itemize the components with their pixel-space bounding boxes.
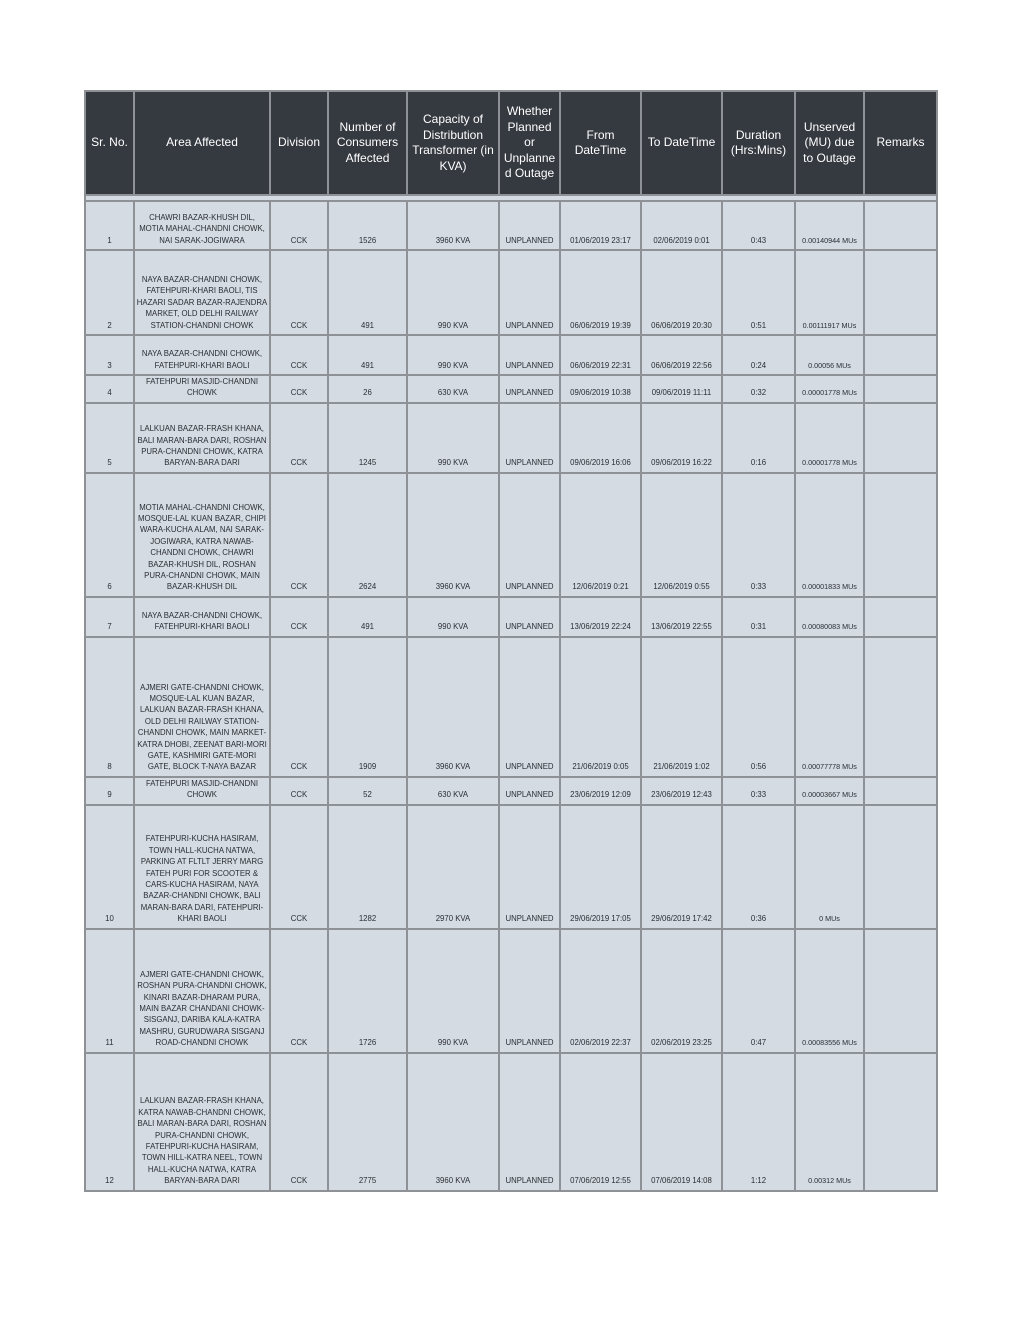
outage-report: [84, 90, 936, 1192]
cell-area-affected: NAYA BAZAR-CHANDNI CHOWK, FATEHPURI-KHARI BAOLI, TIS HAZARI SADAR BAZAR-RAJENDRA MARKET, OLD DELHI RAILWAY STATION-CHANDNI CHOWK: [134, 250, 270, 335]
header-transformer-capacity: Capacity of Distribution Transformer (in KVA): [407, 91, 499, 195]
cell-to-datetime: 09/06/2019 11:11: [641, 375, 722, 403]
cell-capacity: 990 KVA: [407, 250, 499, 335]
table-row: [85, 597, 937, 637]
cell-to-datetime: 06/06/2019 20:30: [641, 250, 722, 335]
header-to-datetime: To DateTime: [641, 91, 722, 195]
cell-unserved: 0.00003667 MUs: [795, 777, 864, 805]
table-row: [85, 805, 937, 929]
cell-outage-type: UNPLANNED: [499, 403, 560, 473]
cell-consumers: 491: [328, 250, 407, 335]
table-row: [85, 777, 937, 805]
header-row: [85, 91, 937, 195]
cell-from-datetime: 21/06/2019 0:05: [560, 637, 641, 777]
cell-area-affected: FATEHPURI-KUCHA HASIRAM, TOWN HALL-KUCHA NATWA, PARKING AT FLTLT JERRY MARG FATEH PURI FOR SCOOTER & CARS-KUCHA HASIRAM, NAYA BAZAR-CHANDNI CHOWK, BALI MARAN-BARA DARI, FATEHPURI-KHARI BAOLI: [134, 805, 270, 929]
cell-unserved: 0.00080083 MUs: [795, 597, 864, 637]
cell-remarks: [864, 805, 937, 929]
cell-consumers: 1909: [328, 637, 407, 777]
cell-from-datetime: 09/06/2019 16:06: [560, 403, 641, 473]
cell-area-affected: FATEHPURI MASJID-CHANDNI CHOWK: [134, 375, 270, 403]
cell-unserved: 0 MUs: [795, 805, 864, 929]
cell-capacity: 2970 KVA: [407, 805, 499, 929]
cell-consumers: 52: [328, 777, 407, 805]
cell-to-datetime: 12/06/2019 0:55: [641, 473, 722, 597]
cell-from-datetime: 07/06/2019 12:55: [560, 1053, 641, 1191]
table-row: [85, 403, 937, 473]
cell-consumers: 1245: [328, 403, 407, 473]
cell-from-datetime: 06/06/2019 22:31: [560, 335, 641, 375]
outage-table: [84, 90, 938, 1192]
table-row: [85, 250, 937, 335]
cell-outage-type: UNPLANNED: [499, 473, 560, 597]
table-row: [85, 637, 937, 777]
cell-duration: 0:56: [722, 637, 795, 777]
cell-consumers: 491: [328, 335, 407, 375]
cell-capacity: 990 KVA: [407, 335, 499, 375]
cell-area-affected: AJMERI GATE-CHANDNI CHOWK, MOSQUE-LAL KUAN BAZAR, LALKUAN BAZAR-FRASH KHANA, OLD DELHI RAILWAY STATION-CHANDNI CHOWK, MAIN MARKET-KATRA DHOBI, ZEENAT BARI-MORI GATE, KASHMIRI GATE-MORI GATE, BLOCK T-NAYA BAZAR: [134, 637, 270, 777]
cell-remarks: [864, 201, 937, 250]
cell-duration: 0:51: [722, 250, 795, 335]
cell-outage-type: UNPLANNED: [499, 777, 560, 805]
cell-from-datetime: 23/06/2019 12:09: [560, 777, 641, 805]
cell-to-datetime: 07/06/2019 14:08: [641, 1053, 722, 1191]
table-row: [85, 929, 937, 1053]
cell-capacity: 630 KVA: [407, 777, 499, 805]
cell-sr-no: 7: [85, 597, 134, 637]
cell-sr-no: 3: [85, 335, 134, 375]
cell-area-affected: MOTIA MAHAL-CHANDNI CHOWK, MOSQUE-LAL KUAN BAZAR, CHIPI WARA-KUCHA ALAM, NAI SARAK-JOGIWARA, KATRA NAWAB-CHANDNI CHOWK, CHAWRI BAZAR-KHUSH DIL, ROSHAN PURA-CHANDNI CHOWK, MAIN BAZAR-KHUSH DIL: [134, 473, 270, 597]
table-row: [85, 473, 937, 597]
cell-unserved: 0.00111917 MUs: [795, 250, 864, 335]
cell-sr-no: 1: [85, 201, 134, 250]
cell-unserved: 0.00077778 MUs: [795, 637, 864, 777]
cell-consumers: 1526: [328, 201, 407, 250]
cell-duration: 0:43: [722, 201, 795, 250]
cell-to-datetime: 02/06/2019 23:25: [641, 929, 722, 1053]
header-area-affected: Area Affected: [134, 91, 270, 195]
cell-outage-type: UNPLANNED: [499, 335, 560, 375]
cell-division: CCK: [270, 929, 328, 1053]
header-consumers-affected: Number of Consumers Affected: [328, 91, 407, 195]
cell-from-datetime: 01/06/2019 23:17: [560, 201, 641, 250]
cell-division: CCK: [270, 473, 328, 597]
cell-duration: 0:33: [722, 777, 795, 805]
cell-outage-type: UNPLANNED: [499, 597, 560, 637]
cell-outage-type: UNPLANNED: [499, 250, 560, 335]
cell-sr-no: 6: [85, 473, 134, 597]
cell-consumers: 1726: [328, 929, 407, 1053]
cell-remarks: [864, 777, 937, 805]
cell-to-datetime: 06/06/2019 22:56: [641, 335, 722, 375]
cell-capacity: 3960 KVA: [407, 201, 499, 250]
cell-division: CCK: [270, 637, 328, 777]
cell-division: CCK: [270, 777, 328, 805]
cell-consumers: 26: [328, 375, 407, 403]
cell-outage-type: UNPLANNED: [499, 637, 560, 777]
header-unserved-mu: Unserved (MU) due to Outage: [795, 91, 864, 195]
cell-division: CCK: [270, 201, 328, 250]
cell-capacity: 3960 KVA: [407, 473, 499, 597]
cell-duration: 0:31: [722, 597, 795, 637]
table-row: [85, 1053, 937, 1191]
cell-area-affected: NAYA BAZAR-CHANDNI CHOWK, FATEHPURI-KHARI BAOLI: [134, 597, 270, 637]
cell-consumers: 2624: [328, 473, 407, 597]
cell-unserved: 0.00312 MUs: [795, 1053, 864, 1191]
cell-sr-no: 5: [85, 403, 134, 473]
cell-division: CCK: [270, 335, 328, 375]
cell-to-datetime: 23/06/2019 12:43: [641, 777, 722, 805]
cell-to-datetime: 09/06/2019 16:22: [641, 403, 722, 473]
cell-outage-type: UNPLANNED: [499, 201, 560, 250]
cell-area-affected: LALKUAN BAZAR-FRASH KHANA, KATRA NAWAB-CHANDNI CHOWK, BALI MARAN-BARA DARI, ROSHAN PURA-CHANDNI CHOWK, FATEHPURI-KUCHA HASIRAM, TOWN HILL-KATRA NEEL, TOWN HALL-KUCHA NATWA, KATRA BARYAN-BARA DARI: [134, 1053, 270, 1191]
cell-from-datetime: 06/06/2019 19:39: [560, 250, 641, 335]
cell-remarks: [864, 403, 937, 473]
cell-unserved: 0.00083556 MUs: [795, 929, 864, 1053]
cell-sr-no: 8: [85, 637, 134, 777]
cell-remarks: [864, 929, 937, 1053]
cell-division: CCK: [270, 805, 328, 929]
header-remarks: Remarks: [864, 91, 937, 195]
cell-area-affected: FATEHPURI MASJID-CHANDNI CHOWK: [134, 777, 270, 805]
cell-duration: 0:16: [722, 403, 795, 473]
cell-from-datetime: 13/06/2019 22:24: [560, 597, 641, 637]
cell-from-datetime: 02/06/2019 22:37: [560, 929, 641, 1053]
cell-sr-no: 10: [85, 805, 134, 929]
cell-unserved: 0.00056 MUs: [795, 335, 864, 375]
cell-area-affected: AJMERI GATE-CHANDNI CHOWK, ROSHAN PURA-CHANDNI CHOWK, KINARI BAZAR-DHARAM PURA, MAIN BAZAR CHANDANI CHOWK-SISGANJ, DARIBA KALA-KATRA MASHRU, GURUDWARA SISGANJ ROAD-CHANDNI CHOWK: [134, 929, 270, 1053]
cell-remarks: [864, 1053, 937, 1191]
cell-to-datetime: 29/06/2019 17:42: [641, 805, 722, 929]
cell-duration: 0:33: [722, 473, 795, 597]
cell-sr-no: 11: [85, 929, 134, 1053]
cell-capacity: 990 KVA: [407, 597, 499, 637]
cell-capacity: 990 KVA: [407, 403, 499, 473]
table-row: [85, 335, 937, 375]
cell-duration: 0:36: [722, 805, 795, 929]
header-duration: Duration (Hrs:Mins): [722, 91, 795, 195]
table-row: [85, 201, 937, 250]
cell-to-datetime: 21/06/2019 1:02: [641, 637, 722, 777]
cell-from-datetime: 12/06/2019 0:21: [560, 473, 641, 597]
cell-remarks: [864, 597, 937, 637]
cell-duration: 1:12: [722, 1053, 795, 1191]
cell-outage-type: UNPLANNED: [499, 805, 560, 929]
cell-capacity: 990 KVA: [407, 929, 499, 1053]
cell-unserved: 0.00140944 MUs: [795, 201, 864, 250]
cell-unserved: 0.00001778 MUs: [795, 375, 864, 403]
header-division: Division: [270, 91, 328, 195]
cell-capacity: 3960 KVA: [407, 637, 499, 777]
cell-unserved: 0.00001833 MUs: [795, 473, 864, 597]
cell-division: CCK: [270, 250, 328, 335]
cell-from-datetime: 29/06/2019 17:05: [560, 805, 641, 929]
header-sr-no: Sr. No.: [85, 91, 134, 195]
cell-division: CCK: [270, 403, 328, 473]
cell-consumers: 1282: [328, 805, 407, 929]
cell-to-datetime: 13/06/2019 22:55: [641, 597, 722, 637]
header-from-datetime: From DateTime: [560, 91, 641, 195]
cell-remarks: [864, 637, 937, 777]
cell-duration: 0:47: [722, 929, 795, 1053]
cell-outage-type: UNPLANNED: [499, 375, 560, 403]
cell-consumers: 491: [328, 597, 407, 637]
cell-to-datetime: 02/06/2019 0:01: [641, 201, 722, 250]
cell-consumers: 2775: [328, 1053, 407, 1191]
table-body: [85, 195, 937, 1191]
cell-remarks: [864, 335, 937, 375]
cell-area-affected: NAYA BAZAR-CHANDNI CHOWK, FATEHPURI-KHARI BAOLI: [134, 335, 270, 375]
cell-division: CCK: [270, 1053, 328, 1191]
cell-remarks: [864, 473, 937, 597]
cell-sr-no: 4: [85, 375, 134, 403]
cell-capacity: 3960 KVA: [407, 1053, 499, 1191]
cell-from-datetime: 09/06/2019 10:38: [560, 375, 641, 403]
cell-remarks: [864, 375, 937, 403]
cell-sr-no: 9: [85, 777, 134, 805]
cell-duration: 0:24: [722, 335, 795, 375]
cell-division: CCK: [270, 597, 328, 637]
cell-outage-type: UNPLANNED: [499, 1053, 560, 1191]
cell-area-affected: LALKUAN BAZAR-FRASH KHANA, BALI MARAN-BARA DARI, ROSHAN PURA-CHANDNI CHOWK, KATRA BARYAN-BARA DARI: [134, 403, 270, 473]
table-row: [85, 375, 937, 403]
cell-remarks: [864, 250, 937, 335]
cell-division: CCK: [270, 375, 328, 403]
header-planned-unplanned: Whether Planned or Unplanne d Outage: [499, 91, 560, 195]
cell-sr-no: 2: [85, 250, 134, 335]
cell-duration: 0:32: [722, 375, 795, 403]
cell-area-affected: CHAWRI BAZAR-KHUSH DIL, MOTIA MAHAL-CHANDNI CHOWK, NAI SARAK-JOGIWARA: [134, 201, 270, 250]
cell-outage-type: UNPLANNED: [499, 929, 560, 1053]
cell-capacity: 630 KVA: [407, 375, 499, 403]
cell-sr-no: 12: [85, 1053, 134, 1191]
cell-unserved: 0.00001778 MUs: [795, 403, 864, 473]
